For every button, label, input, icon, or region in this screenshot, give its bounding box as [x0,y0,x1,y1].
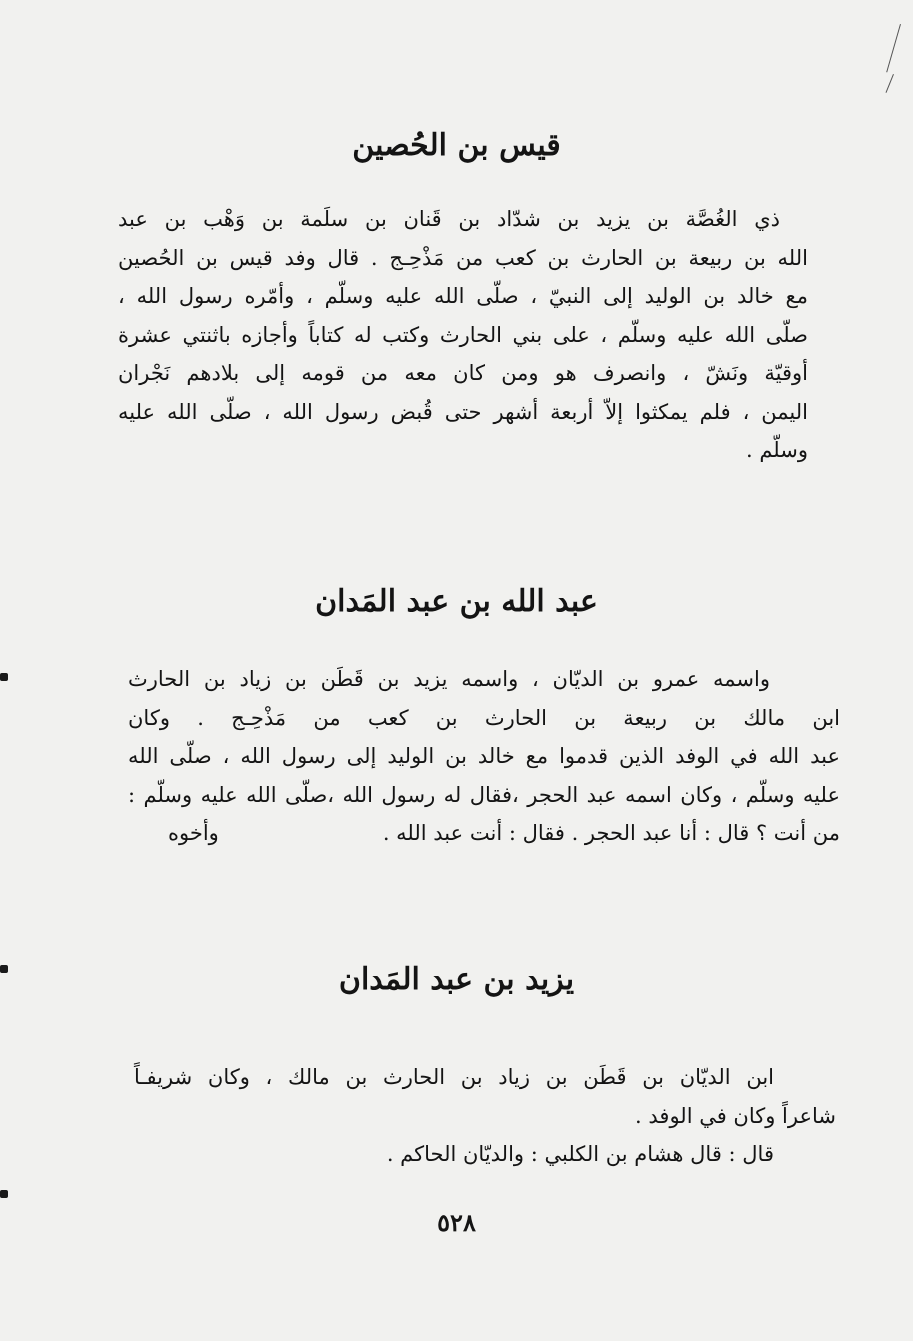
text-line: اليمن ، فلم يمكثوا إلاّ أربعة أشهر حتى قُبض رسول الله ، صلّى الله عليه [118,399,808,424]
scan-stroke [886,74,894,93]
scan-mark [0,965,8,973]
text-line: صلّى الله عليه وسلّم ، على بني الحارث وكتب له كتاباً وأجازه باثنتي عشرة [118,322,808,347]
section-title-abdullah: عبد الله بن عبد المَدان [315,584,598,619]
scan-mark [0,1190,8,1198]
text-line: وسلّم . [745,438,808,462]
text-line: واسمه عمرو بن الديّان ، واسمه يزيد بن قَطَن بن زياد بن الحارث [128,667,770,691]
section-body-abdullah [128,660,840,853]
text-line: من أنت ؟ قال : أنا عبد الحجر . فقال : أنت عبد الله . [382,821,840,845]
scan-mark [0,673,8,681]
text-line: قال : قال هشام بن الكلبي : والديّان الحاكم . [386,1142,774,1166]
text-line: عبد الله في الوفد الذين قدموا مع خالد بن الوليد إلى رسول الله ، صلّى الله [128,744,840,768]
page-number: ٥٢٨ [437,1208,476,1237]
text-line: الله بن ربيعة بن الحارث بن كعب من مَذْحِـج . قال وفد قيس بن الحُصين [118,245,808,270]
text-line: مع خالد بن الوليد إلى النبيّ ، صلّى الله عليه وسلّم ، وأمّره رسول الله ، [118,284,808,308]
text-line: عليه وسلّم ، وكان اسمه عبد الحجر ،فقال له رسول الله ،صلّى الله عليه وسلّم : [128,782,840,807]
text-line: ذي الغُصَّة بن يزيد بن شدّاد بن قَنان بن سلَمة بن وَهْب بن عبد [118,207,780,231]
scan-stroke [886,24,901,72]
text-line-split [128,814,840,853]
section-title-yazid: يزيد بن عبد المَدان [338,962,575,997]
section-title-qays: قيس بن الحُصين [352,128,561,163]
section-body-yazid [134,1058,836,1174]
text-line: ابن مالك بن ربيعة بن الحارث بن كعب من مَذْحِـج . وكان [128,705,840,730]
text-line-trailing: وأخوه [168,821,219,845]
text-line: شاعراً وكان في الوفد . [635,1103,836,1128]
section-body-qays [118,200,808,470]
text-line: أوقيّة ونَشّ ، وانصرف هو ومن كان معه من قومه إلى بلادهم نَجْران [118,361,808,385]
text-line: ابن الديّان بن قَطَن بن زياد بن الحارث بن مالك ، وكان شريفـاً [134,1065,774,1089]
